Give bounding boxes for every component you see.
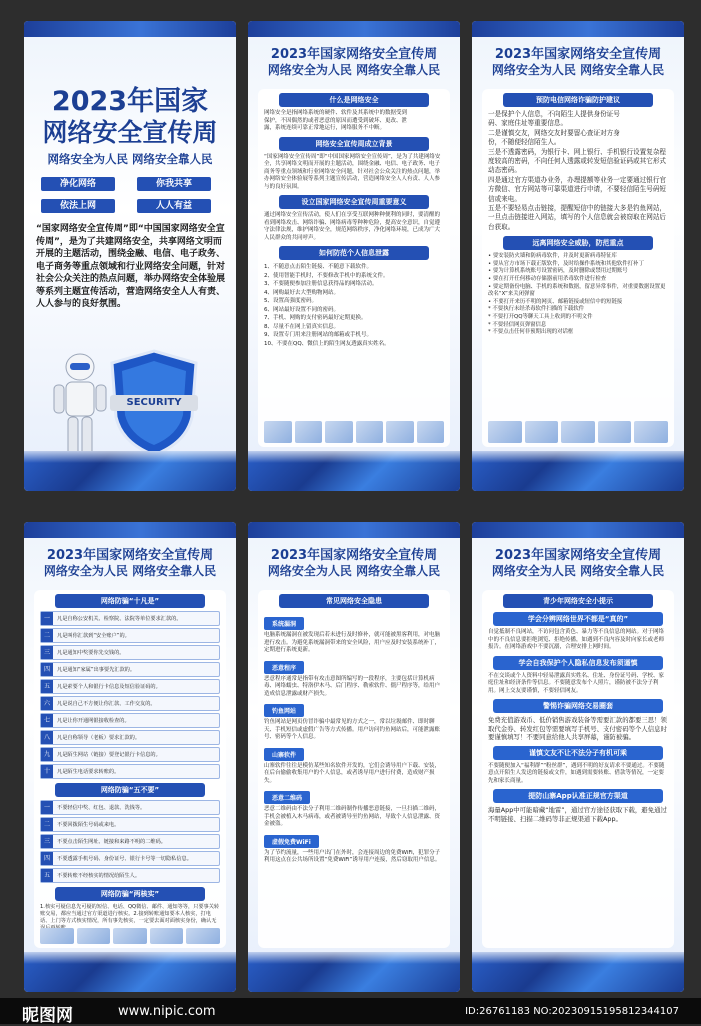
tip-list bbox=[264, 263, 444, 348]
list-item: * 不要执行未经杀毒软件扫描的下载软件 bbox=[488, 306, 585, 313]
section-heading: 网络防骗“五不要” bbox=[55, 783, 205, 797]
rule-list bbox=[34, 800, 226, 883]
list-item: 五 不要转账不经核实的情况给陌生人。 bbox=[40, 868, 220, 883]
list-item: 8、尽量不在网上留真实信息。 bbox=[264, 323, 340, 330]
section-heading: 设立国家网络安全宣传周重要意义 bbox=[279, 195, 429, 209]
list-item: 八 凡是自称领导（老板）要求汇款的。 bbox=[40, 730, 220, 745]
section-text: 1.核实可疑信息先可疑的短信、电话、QQ微信、邮件、通知等等，只要事关转账交易，都应当通过官方渠道进行核实。2.接到转账通知要本人核实，打电话、上门等方式核实情况，所有事先核实，一定要去面对面核实身份，确认无 bbox=[40, 904, 220, 924]
section-text: 免费充值游戏币、低价销售游戏装备等需要汇款的都要三思！领取代金券、转发红包等需要填写手机号、支付密码等个人信息时要谨慎填写！不要同意给他人共享屏幕，谨防被骗。 bbox=[488, 716, 667, 742]
advice-list bbox=[488, 110, 668, 232]
list-item: 十 凡是陌生电话要求转账的。 bbox=[40, 764, 220, 779]
section-heading: 预防电信网络诈骗防护建议 bbox=[503, 93, 653, 107]
section-text: 海量App中可能暗藏“地雷”，通过官方途径获取下载，避免通过不明链接、扫描二维码等非正规渠道下载App。 bbox=[488, 806, 667, 823]
section-text: 网络安全是指网络系统的硬件、软件及其系统中的数据受到保护，不因偶然的或者恶意的原因而遭受到破坏、更改、泄露，系统连续可靠正常地运行，网络服务不中断。 bbox=[264, 110, 408, 131]
panel-slogan: 网络安全为人民 网络安全靠人民 bbox=[43, 564, 217, 578]
poster-slogan: 网络安全为人民 网络安全靠人民 bbox=[47, 152, 213, 166]
intro-text: “国家网络安全宣传周”即“中国国家网络安全宣传周”，是为了共建网络安全，共享网络文明而开展的主题活动，围绕金融、电信、电子政务、电子商务等重点领域和行业网络安全问题，针对社会公众关注的热点问题，举办网络安全体验展等系列主题宣传活动，营造网络安全人人有责、人人参与的良好氛围。 bbox=[36, 224, 226, 309]
watermark-bar bbox=[0, 998, 701, 1024]
list-item: 9、设置专门用来注册网站的邮箱或手机号。 bbox=[264, 332, 373, 338]
subsection-heading: 警惕诈骗网络交易圈套 bbox=[493, 699, 663, 713]
watermark-id: ID:26761183 NO:20230915195812344107 bbox=[465, 1006, 679, 1017]
list-item: 五 凡是索要个人和银行卡信息及短信验证码的。 bbox=[40, 679, 220, 694]
section-text: 不在交谈或个人资料中轻易泄露真实姓名、住址、身份证号码、学校、家庭住址和经济条件等信息。不要随意发布个人照片，谨防被不法分子利用。网上交友要谨慎，不要轻信网友。 bbox=[488, 672, 665, 694]
poster-panel-6 bbox=[472, 522, 684, 992]
list-item: • 要从官方市场下载正版软件，及时给操作系统和其他软件打补丁 bbox=[488, 260, 644, 267]
section-heading: 什么是网络安全 bbox=[279, 93, 429, 107]
shield-text: SECURITY bbox=[126, 397, 182, 408]
section-text: 通过网络安全宣传活动，使人们在享受互联网种种便利的同时，要清醒的看到网络攻击、网络诈骗、网络病毒等种种危险，提高安全意识，自觉遵守法律法规，维护网络安全，规范网络秩序，净化网络环境，已成为广大人民群众的共同呼声。 bbox=[264, 212, 441, 241]
subsection-heading: 恶意程序 bbox=[264, 661, 304, 674]
panel-slogan: 网络安全为人民 网络安全靠人民 bbox=[491, 564, 665, 578]
poster-panel-4 bbox=[24, 522, 236, 992]
poster-panel-1 bbox=[24, 21, 236, 491]
list-item: 2、使用智能手机时，不要修改手机中的系统文件。 bbox=[264, 272, 389, 279]
panel-title: 2023年国家网络安全宣传周 bbox=[494, 548, 662, 563]
illustration-row bbox=[488, 421, 668, 443]
section-text: 为了节约流量，一些用户出门在外时，会连接周边的免费WiFi，犯罪分子利用这点在公共场所设置“免费WiFi”诱导用户连接，然后窃取用户信息。 bbox=[264, 849, 441, 863]
section-heading: 如何防范个人信息泄露 bbox=[279, 246, 429, 260]
tag-benefit: 人人有益 bbox=[137, 199, 211, 213]
list-item: 二 不要回拨陌生号码或来电。 bbox=[40, 817, 220, 832]
section-text: 恶意程序通常是指带有攻击意图所编写的一段程序，主要包括计算机病毒、网络蠕虫、特洛伊木马、后门程序、勒索软件、僵尸程序等，给用户造成信息泄露或财产损失。 bbox=[264, 675, 441, 697]
panel-title: 2023年国家网络安全宣传周 bbox=[494, 47, 662, 62]
bottom-band bbox=[472, 451, 684, 491]
poster-panel-5 bbox=[248, 522, 460, 992]
poster-panel-3 bbox=[472, 21, 684, 491]
security-shield-icon bbox=[108, 347, 200, 459]
threat-list bbox=[488, 253, 668, 337]
list-item: 一 不要轻信中奖、红包、退款、洗钱等。 bbox=[40, 800, 220, 815]
list-item: 10、不要在QQ、微信上的陌生网友透露真实姓名。 bbox=[264, 340, 390, 347]
panel-slogan: 网络安全为人民 网络安全靠人民 bbox=[491, 63, 665, 77]
panel-content bbox=[482, 89, 674, 447]
bottom-band bbox=[472, 952, 684, 992]
top-band bbox=[248, 21, 460, 37]
list-item: * 不要点击任何非预期出现的对话框 bbox=[488, 329, 574, 336]
panel-content bbox=[482, 590, 674, 948]
list-item: • 要为计算机系统账号设置密码，及时删除或禁用过期账号 bbox=[488, 268, 628, 275]
illustration-row bbox=[264, 421, 444, 443]
panel-content bbox=[258, 89, 450, 447]
subsection-heading: 恶意二维码 bbox=[264, 791, 310, 804]
section-text: 恶意二维码由不法分子利用二维码制作传播恶意链接，一旦扫描二维码，手机会被植入木马病毒，或者被诱导至钓鱼网站，导致个人信息泄露、资金被盗。 bbox=[264, 806, 441, 827]
top-band bbox=[248, 522, 460, 538]
list-item: 四是通过官方渠道办业务，办理提额等业务一定要通过银行官方微信、官方网站等可靠渠道进行申请，不要轻信陌生号码短信或来电。 bbox=[488, 175, 667, 203]
list-item: 1、不随意点击陌生链接、不随意下载软件。 bbox=[264, 264, 373, 270]
watermark-url: www.nipic.com bbox=[118, 1004, 216, 1019]
list-item: 一 凡是自称公安机关、检察院、法院等单位要求汇款的。 bbox=[40, 611, 220, 626]
tag-share: 你我共享 bbox=[137, 177, 211, 191]
section-heading: 远离网络安全威胁，防范重点 bbox=[503, 236, 653, 250]
panel-slogan: 网络安全为人民 网络安全靠人民 bbox=[267, 564, 441, 578]
list-item: 四 凡是通知“家属”出事要先汇款的。 bbox=[40, 662, 220, 677]
tag-law: 依法上网 bbox=[41, 199, 115, 213]
bottom-band bbox=[24, 952, 236, 992]
subsection-heading: 虚假免费WiFi bbox=[264, 835, 319, 848]
section-text: “国家网络安全宣传周”即“中国国家网络安全宣传周”，是为了共建网络安全，共享网络文明而开展的主题活动，围绕金融、电信、电子政务、电子商务等重点领域和行业网络安全问题，针对社会公众关注的热点问题，举办网络安全体验展等系列主题宣传活动，营造网络安全人人有责、人人参与的良好氛围。 bbox=[264, 153, 441, 190]
robot-illustration bbox=[50, 351, 110, 461]
list-item: 一是保护个人信息，不向陌生人提供身份证号码、家庭住址等重要信息。 bbox=[488, 110, 620, 128]
panel-title: 2023年国家网络安全宣传周 bbox=[46, 548, 214, 563]
panel-slogan: 网络安全为人民 网络安全靠人民 bbox=[267, 63, 441, 77]
list-item: 7、手机、网购的支付密码最好定期更换。 bbox=[264, 315, 367, 321]
list-item: 三是不透露密码，为银行卡、网上银行、手机银行设置复杂程度较高的密码，不向任何人透露或转发短信验证码或其它形式动态密码。 bbox=[488, 147, 667, 175]
list-item: * 不要打开QQ等聊天工具上收到的不明文件 bbox=[488, 314, 593, 321]
section-text: 不要随便加入“福利群”“粉丝群”，遇到不明的好友请求不要通过。不要随意点开陌生人发送的链接或文件，如遇到需要转账、借款等情况，一定要先和家长商量。 bbox=[488, 762, 665, 784]
list-item: • 要定期备份电脑、手机的系统和数据，留意异常事件，对重要数据设置更改名“X”来关闭弹窗 bbox=[488, 283, 666, 298]
list-item: 4、网购最好去大型购物网站。 bbox=[264, 289, 340, 296]
subsection-heading: 钓鱼网站 bbox=[264, 704, 304, 717]
list-item: 六 凡是说自己不方便让你汇款、工作交友的。 bbox=[40, 696, 220, 711]
section-heading: 网络防骗“十凡是” bbox=[55, 594, 205, 608]
list-item: 二是谨慎交友，网络交友时要留心查证对方身份，不随便轻信陌生人。 bbox=[488, 128, 620, 147]
subsection-heading: 山寨软件 bbox=[264, 748, 304, 761]
panel-title: 2023年国家网络安全宣传周 bbox=[270, 548, 438, 563]
poster-title-line1: 2023年国家 bbox=[51, 86, 209, 117]
list-item: 三 不要点击陌生网址、链接和来路不明的二维码。 bbox=[40, 834, 220, 849]
subsection-heading: 谨慎文友不让不法分子有机可乘 bbox=[493, 746, 663, 760]
rule-list bbox=[34, 611, 226, 779]
panel-title: 2023年国家网络安全宣传周 bbox=[270, 47, 438, 62]
list-item: 九 凡是陌生网站（链接）要登记银行卡信息的。 bbox=[40, 747, 220, 762]
list-item: 3、不要随便参加注册信息获得品的网络活动。 bbox=[264, 281, 378, 287]
subsection-heading: 学会分辨网络世界不都是“真的” bbox=[493, 612, 663, 626]
section-heading: 青少年网络安全小提示 bbox=[503, 594, 653, 608]
panel-content bbox=[34, 590, 226, 948]
poster-panel-2 bbox=[248, 21, 460, 491]
list-item: 七 凡是让你开通网银接收检查的。 bbox=[40, 713, 220, 728]
list-item: 5、设置高强度密码。 bbox=[264, 298, 317, 304]
top-band bbox=[472, 522, 684, 538]
illustration-row bbox=[40, 928, 220, 944]
list-item: 五是不要轻易点击链接，提醒短信中的链接大多是钓鱼网站，一旦点击链接进入网站，填写的个人信息就会被窃取在网站后台获取。 bbox=[488, 204, 667, 231]
section-text: 自觉抵制不良网站，不访问包含黄色、暴力等不良信息的网站。对于网络中的不良信息要拒绝浏览、拒绝传播，如遇到不良内容及时向家长或老师报告。在网络游戏中不要沉溺，合理安排上网时间。 bbox=[488, 629, 665, 650]
subsection-heading: 提防山寨App认准正规官方渠道 bbox=[493, 789, 663, 803]
list-item: * 不要轻信网页弹窗信息 bbox=[488, 321, 547, 328]
list-item: • 要在打开任何移动存储器前用杀毒软件进行检查 bbox=[488, 276, 607, 283]
section-text: 山寨软件往往是模仿某些知名软件开发的，它们会诱导用户下载、安装，在后台偷偷收集用户的个人信息，或者诱导用户进行付费，造成财产损失。 bbox=[264, 762, 441, 784]
list-item: • 要安装防火墙和防病毒软件，并及时更新病毒特征库 bbox=[488, 253, 617, 260]
list-item: 三 凡是通知中奖要你先交钱的。 bbox=[40, 645, 220, 660]
top-band bbox=[472, 21, 684, 37]
section-heading: 网络安全宣传周成立背景 bbox=[279, 137, 429, 151]
bottom-band bbox=[24, 451, 236, 491]
list-item: 二 凡是叫你汇款到“安全账户”的。 bbox=[40, 628, 220, 643]
list-item: 四 不要透露手机号码、身份证号、银行卡号等一切隐私信息。 bbox=[40, 851, 220, 866]
poster-title-line2: 网络安全宣传周 bbox=[42, 118, 218, 147]
section-heading: 常见网络安全隐患 bbox=[279, 594, 429, 608]
section-text: 电脑系统漏洞在被发现后若未进行及时修补，就可能被黑客利用，对电脑进行攻击。为避免系统漏洞带来的安全风险，用户应及时安装系统补丁，定期进行系统更新。 bbox=[264, 632, 441, 653]
section-heading: 网络防骗“两核实” bbox=[55, 887, 205, 901]
panel-content bbox=[258, 590, 450, 948]
top-band bbox=[24, 21, 236, 37]
list-item: • 不要打开来历不明的网页、邮箱链接或短信中的短链接 bbox=[488, 298, 623, 305]
bottom-band bbox=[248, 451, 460, 491]
section-text: 钓鱼网站是网页仿冒诈骗中最常见的方式之一，常以垃圾邮件、即时聊天、手机短信或虚假广告等方式传播。用户访问钓鱼网站后，可能泄露账号、密码等个人信息。 bbox=[264, 719, 441, 740]
subsection-heading: 学会自我保护个人隐私信息发布须谨慎 bbox=[493, 656, 663, 670]
bottom-band bbox=[248, 952, 460, 992]
list-item: 6、网站最好设置不同的密码。 bbox=[264, 306, 340, 313]
tag-purify-network: 净化网络 bbox=[41, 177, 115, 191]
subsection-heading: 系统漏洞 bbox=[264, 617, 304, 630]
top-band bbox=[24, 522, 236, 538]
watermark-logo: 昵图网 bbox=[22, 1006, 73, 1026]
